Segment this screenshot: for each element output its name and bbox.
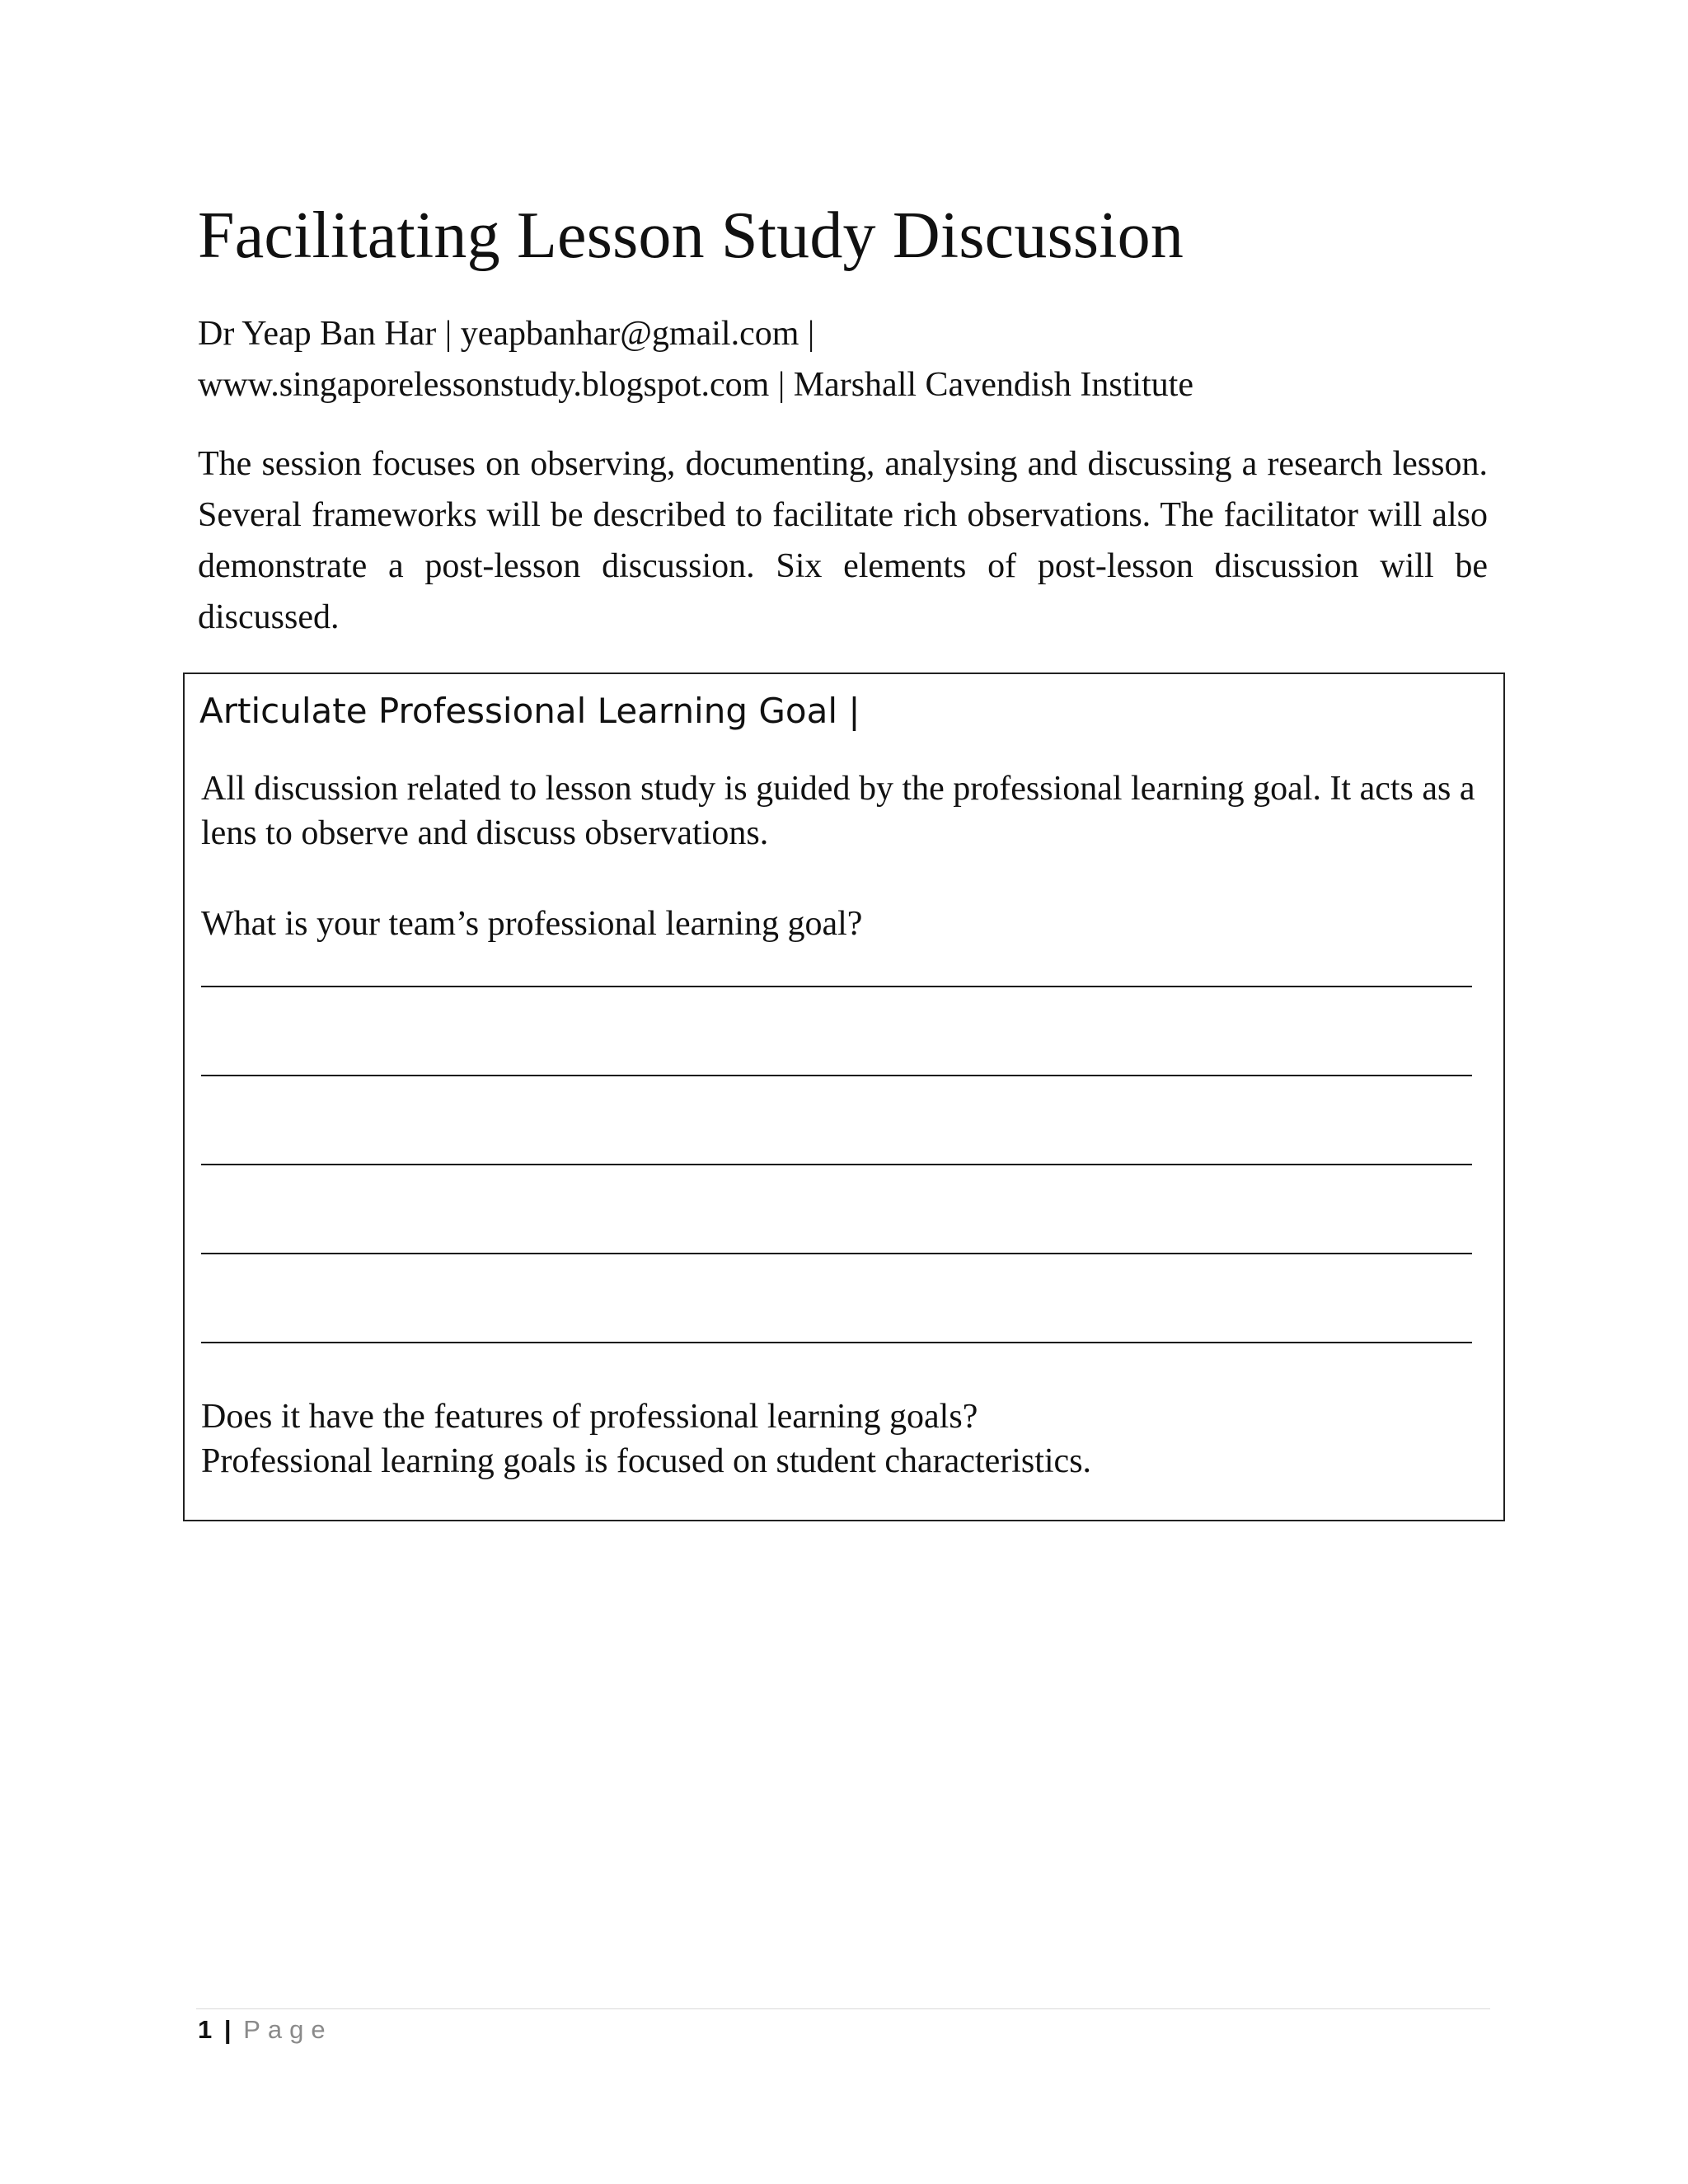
author-line-1: Dr Yeap Ban Har | yeapbanhar@gmail.com |	[198, 315, 815, 353]
box-heading: Articulate Professional Learning Goal |	[199, 691, 860, 731]
closing-question: Does it have the features of professional learning goals?	[201, 1398, 978, 1436]
closing-text	[201, 1394, 1491, 1483]
answer-line	[201, 1164, 1472, 1165]
worksheet-box	[183, 673, 1505, 1521]
document-title: Facilitating Lesson Study Discussion	[198, 199, 1184, 272]
footer-divider	[196, 2008, 1490, 2009]
author-info	[198, 308, 1550, 410]
answer-line	[201, 986, 1472, 987]
goal-question: What is your team’s professional learning goal?	[201, 905, 863, 943]
box-paragraph: All discussion related to lesson study is guided by the professional learning goal. It acts as a lens to observe and discuss observations.	[201, 770, 1475, 852]
page-label: Page	[243, 2015, 333, 2044]
footer-separator: |	[223, 2015, 232, 2044]
page-footer	[198, 2011, 333, 2049]
page-number: 1	[198, 2015, 213, 2044]
closing-statement: Professional learning goals is focused on student characteristics.	[201, 1442, 1092, 1480]
answer-line	[201, 1342, 1472, 1343]
author-line-2: www.singaporelessonstudy.blogspot.com | Marshall Cavendish Institute	[198, 366, 1193, 404]
answer-line	[201, 1253, 1472, 1254]
answer-line	[201, 1075, 1472, 1076]
intro-paragraph: The session focuses on observing, documenting, analysing and discussing a research lesson. Several frameworks will be described to facilitate rich observations. The facilitator will also demonstrate a post-lesson discussion. Six elements of post-lesson discussion will be discussed.	[198, 445, 1488, 636]
